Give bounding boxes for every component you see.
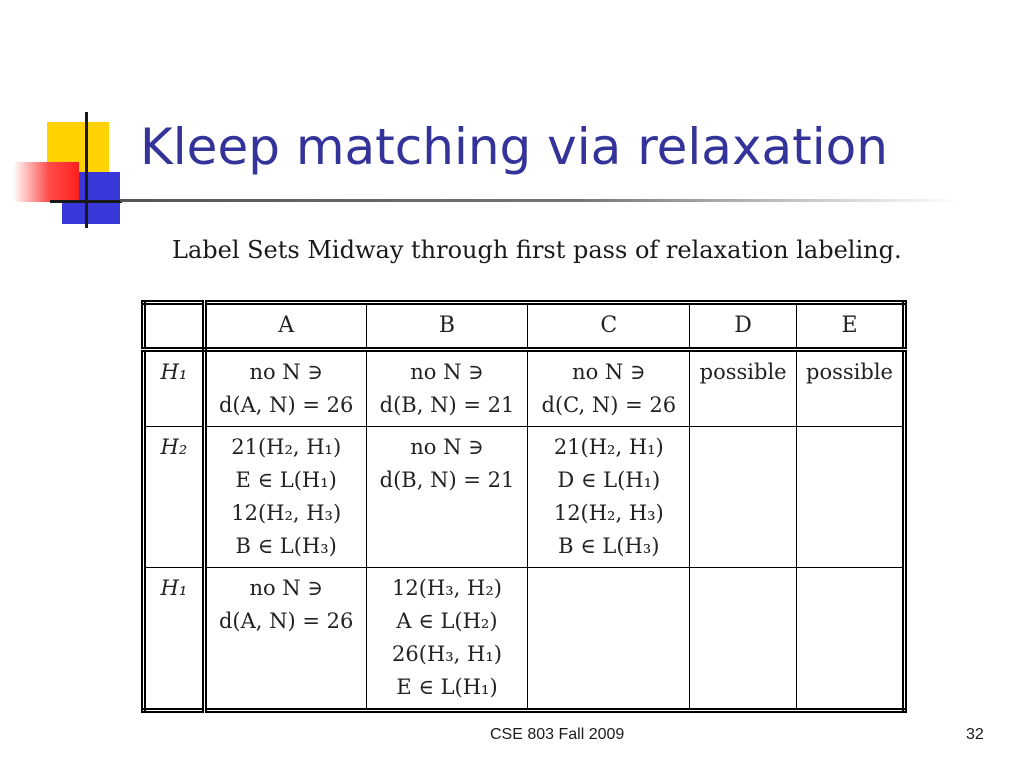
row-header: H₁ (144, 568, 205, 711)
table-cell (366, 427, 528, 568)
table-cell (797, 427, 905, 568)
cell-line: 21(H₂, H₁) (553, 435, 664, 459)
table-cell (204, 350, 366, 427)
table-row (144, 350, 905, 427)
table-cell (366, 568, 528, 711)
table-cell (366, 350, 528, 427)
cell-line: 12(H₂, H₃) (553, 501, 664, 525)
table-cell (690, 568, 797, 711)
row-header: H₂ (144, 427, 205, 568)
logo-horizontal-line (50, 200, 122, 203)
table-caption: Label Sets Midway through first pass of relaxation labeling. (172, 236, 902, 264)
cell-line: D ∈ L(H₁) (557, 468, 661, 492)
label-sets-table (141, 300, 907, 713)
table-cell (528, 427, 690, 568)
table-row (144, 427, 905, 568)
cell-line: B ∈ L(H₃) (235, 534, 337, 558)
table-cell (797, 568, 905, 711)
cell-line: no N ∋ (249, 576, 323, 600)
cell-line: d(A, N) = 26 (218, 393, 354, 417)
cell-line: d(A, N) = 26 (218, 609, 354, 633)
logo-vertical-line (85, 112, 88, 228)
cell-line: E ∈ L(H₁) (235, 468, 337, 492)
table-corner-cell (144, 303, 205, 350)
table-cell (528, 568, 690, 711)
cell-line: 12(H₂, H₃) (231, 501, 342, 525)
column-header: D (690, 303, 797, 350)
cell-line: possible (806, 360, 893, 384)
table-cell (797, 350, 905, 427)
column-header: E (797, 303, 905, 350)
table-cell (528, 350, 690, 427)
cell-line: d(C, N) = 26 (541, 393, 677, 417)
logo-red-block (13, 162, 79, 202)
row-header: H₁ (144, 350, 205, 427)
footer-course: CSE 803 Fall 2009 (490, 726, 625, 743)
column-header: C (528, 303, 690, 350)
table-cell (204, 568, 366, 711)
slide-number: 32 (966, 726, 984, 743)
cell-line: B ∈ L(H₃) (558, 534, 660, 558)
cell-line: d(B, N) = 21 (379, 393, 515, 417)
table-header-row (144, 303, 905, 350)
cell-line: d(B, N) = 21 (379, 468, 515, 492)
table-cell (690, 350, 797, 427)
title-divider (120, 199, 960, 202)
table-row (144, 568, 905, 711)
cell-line: A ∈ L(H₂) (396, 609, 498, 633)
table-cell (204, 427, 366, 568)
cell-line: possible (699, 360, 787, 384)
cell-line: no N ∋ (572, 360, 646, 384)
cell-line: no N ∋ (249, 360, 323, 384)
cell-line: 26(H₃, H₁) (392, 642, 502, 666)
cell-line: no N ∋ (410, 435, 484, 459)
cell-line: 21(H₂, H₁) (231, 435, 342, 459)
table-cell (690, 427, 797, 568)
cell-line: 12(H₃, H₂) (392, 576, 502, 600)
slide-title: Kleep matching via relaxation (140, 118, 888, 176)
column-header: B (366, 303, 528, 350)
cell-line: E ∈ L(H₁) (396, 675, 498, 699)
cell-line: no N ∋ (410, 360, 484, 384)
column-header: A (204, 303, 366, 350)
